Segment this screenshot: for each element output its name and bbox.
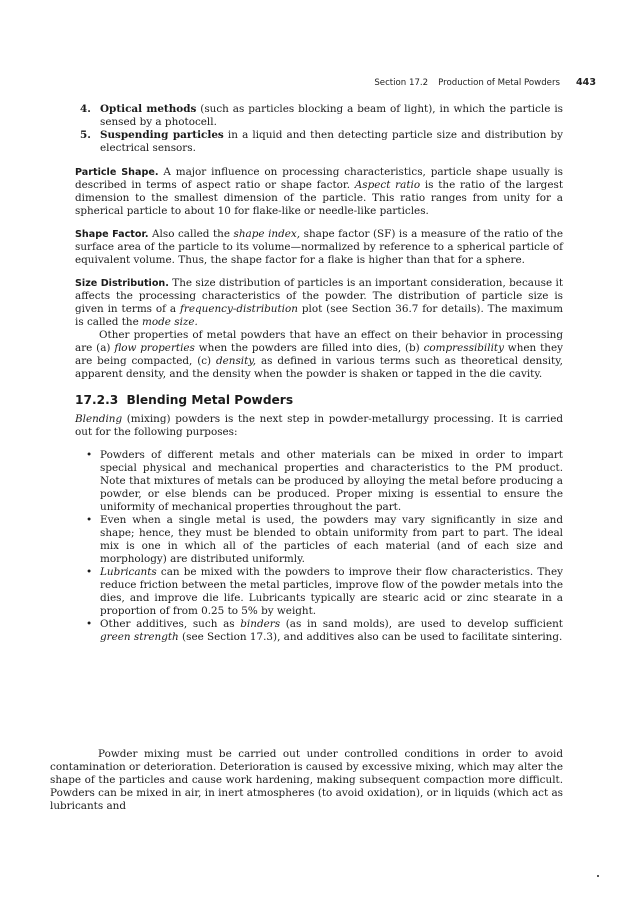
bullet-marker: • — [86, 449, 93, 461]
shape-factor-heading: Shape Factor. — [75, 229, 149, 240]
section-title: Blending Metal Powders — [126, 393, 294, 407]
term-blending: Blending — [75, 413, 123, 425]
shape-factor-paragraph — [75, 228, 563, 267]
term-flow-properties: flow properties — [114, 342, 195, 354]
body-column — [75, 103, 563, 656]
size-distribution-paragraph — [75, 277, 563, 329]
text-run: Other properties of metal powders that have an effect on their behavior in processing are (a) — [75, 329, 563, 354]
term-density: density, — [215, 355, 257, 367]
numbered-list — [75, 103, 563, 155]
text-run: A major influence on processing characteristics, particle shape usually is described in terms of aspect ratio or shape factor. — [75, 166, 563, 191]
text-run: (see Section 17.3), and additives also can be used to facilitate sintering. — [178, 631, 563, 643]
bullet-item — [75, 449, 563, 514]
powder-mixing-paragraph: Powder mixing must be carried out under controlled conditions in order to avoid contamination or deterioration. Deterioration is caused by excessive mixing, which may alter the shape of the particles and cause work hardening, making subsequent compaction more difficult. Powders can be mixed in air, in inert atmospheres (to avoid oxidation), or in liquids (which act as lubricants and — [50, 748, 563, 812]
text-run: is the ratio of the largest dimension to the smallest dimension of the particle. This ratio ranges from unity for a spherical particle to about 10 for flake-like or needle-like particles. — [75, 179, 563, 217]
text-run: Also called the — [148, 228, 234, 240]
text-run: Powders of different metals and other materials can be mixed in order to impart special physical and mechanical properties and characteristics to the PM product. Note that mixtures of metals can be produced by alloying the metal before producing a powder, or else blends can be produced. Proper mixing is essential to ensure the uniformity of mechanical properties throughout the part. — [100, 449, 563, 513]
item-text: (such as particles blocking a beam of light), in which the particle is sensed by a photocell. — [100, 103, 563, 128]
running-head — [374, 77, 596, 88]
numbered-item-4 — [75, 103, 563, 129]
text-run: (mixing) powders is the next step in powder-metallurgy processing. It is carried out for the following purposes: — [75, 413, 563, 438]
bullet-item — [75, 514, 563, 566]
bullet-list — [75, 449, 563, 644]
bullet-marker: • — [86, 566, 93, 578]
text-run: shape factor (SF) is a measure of the ratio of the surface area of the particle to its volume—normalized by reference to a spherical particle of equivalent volume. Thus, the shape factor for a flake is higher than that for a sphere. — [75, 228, 564, 266]
item-lead: Suspending particles — [100, 129, 224, 141]
term-shape-index: shape index, — [233, 228, 301, 240]
particle-shape-paragraph — [75, 166, 563, 218]
text-run: as defined in various terms such as theoretical density, apparent density, and the density when the powder is shaken or tapped in the die cavity. — [75, 355, 563, 380]
running-head-title: Production of Metal Powders — [438, 78, 560, 88]
text-run: when the powders are filled into dies, (b) — [194, 342, 424, 354]
text-run: The size distribution of particles is an important consideration, because it affects the processing characteristics of the powder. The distribution of particle size is given in terms of a — [75, 277, 563, 315]
other-properties-paragraph — [75, 329, 563, 381]
size-distribution-heading: Size Distribution. — [75, 278, 169, 289]
bullet-item — [75, 618, 563, 644]
item-text: in a liquid and then detecting particle size and distribution by electrical sensors. — [100, 129, 563, 154]
bullet-item — [75, 566, 563, 618]
text-run: when they are being compacted, (c) — [75, 342, 563, 367]
term-binders: binders — [240, 618, 281, 630]
term-aspect-ratio: Aspect ratio — [354, 179, 421, 191]
text-run: Other additives, such as — [100, 618, 241, 630]
blending-intro-paragraph — [75, 413, 563, 439]
text-run: plot (see Section 36.7 for details). The maximum is called the — [75, 303, 563, 328]
section-heading — [75, 393, 563, 407]
section-number: 17.2.3 — [75, 393, 119, 407]
text-run: can be mixed with the powders to improve their flow characteristics. They reduce friction between the metal particles, improve flow of the powder metals into the dies, and improve die life. Lubricants typically are stearic acid or zinc stearate in a proportion of from 0.25 to 5% by weight. — [100, 566, 563, 617]
item-lead: Optical methods — [100, 103, 197, 115]
term-mode-size: mode size. — [142, 316, 198, 328]
particle-shape-heading: Particle Shape. — [75, 167, 159, 178]
term-frequency-distribution: frequency-distribution — [180, 303, 298, 315]
page-number: 443 — [575, 77, 596, 88]
text-run: Even when a single metal is used, the powders may vary significantly in size and shape; hence, they must be blended to obtain uniformity from part to part. The ideal mix is one in which all of the particles of each material (and of each size and morphology) are distributed uniformly. — [100, 514, 563, 565]
item-number: 5. — [80, 129, 91, 141]
scan-speck — [597, 875, 599, 877]
term-lubricants: Lubricants — [100, 566, 157, 578]
running-head-section: Section 17.2 — [374, 78, 429, 88]
term-compressibility: compressibility — [423, 342, 504, 354]
closing-block — [50, 748, 563, 813]
bullet-marker: • — [86, 618, 93, 630]
text-run: (as in sand molds), are used to develop sufficient — [280, 618, 563, 630]
term-green-strength: green strength — [100, 631, 179, 643]
bullet-marker: • — [86, 514, 93, 526]
numbered-item-5 — [75, 129, 563, 155]
item-number: 4. — [80, 103, 91, 115]
